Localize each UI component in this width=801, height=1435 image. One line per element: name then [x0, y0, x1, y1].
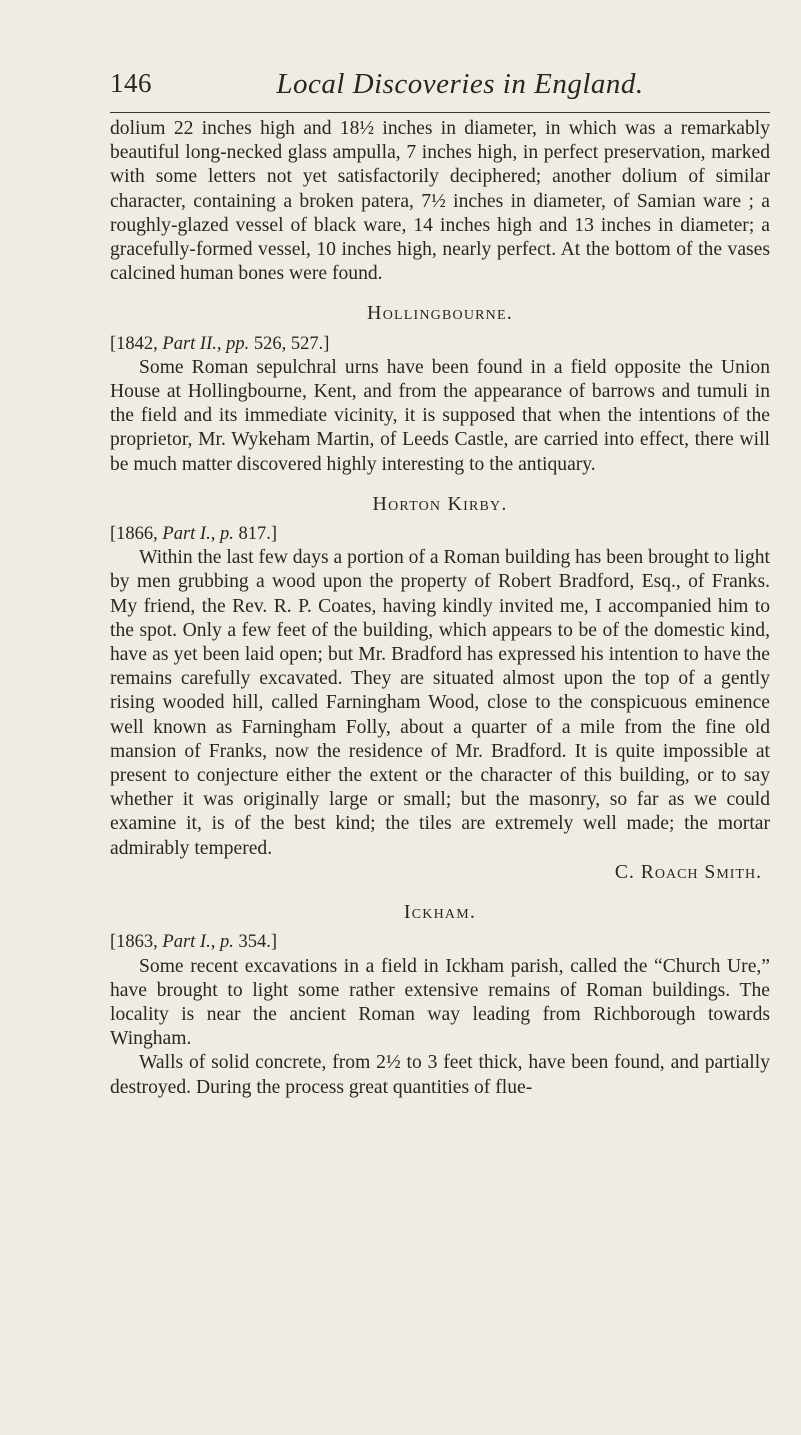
- reference-part: Part I., p.: [162, 524, 234, 545]
- section-heading: Hollingbourne.: [367, 302, 513, 325]
- section-ickham: [110, 900, 770, 1100]
- section-paragraph: Some recent excavations in a field in Ickham parish, called the “Church Ure,” have brought to light some rather extensive remains of Roman buildings. The locality is near the ancient Roman way leading from Richborough towards Wingham.: [110, 955, 770, 1050]
- reference-pages: 526, 527.]: [249, 333, 330, 354]
- header-rule: [110, 112, 770, 113]
- section-hollingbourne: [110, 301, 770, 476]
- reference-pages: 354.]: [233, 932, 278, 953]
- page-number: 146: [110, 68, 152, 98]
- running-title: Local Discoveries in England.: [276, 68, 644, 100]
- section-heading: Horton Kirby.: [372, 492, 508, 515]
- reference-year: [1866,: [110, 524, 163, 545]
- signature: C. Roach Smith.: [614, 861, 762, 883]
- section-paragraph: Some Roman sepulchral urns have been found in a field opposite the Union House at Hollingbourne, Kent, and from the appearance of barrows and tumuli in the field and its immediate vicinity, it is supposed that when the intentions of the proprietor, Mr. Wykeham Martin, of Leeds Castle, are carried into effect, there will be much matter discovered highly interesting to the antiquary.: [110, 356, 770, 475]
- reference-part: Part II., pp.: [162, 333, 250, 354]
- intro-paragraph: dolium 22 inches high and 18½ inches in diameter, in which was a remarkably beautiful long-necked glass ampulla, 7 inches high, in perfect preservation, marked with some letters not yet satisfactorily deciphered; another dolium of similar character, containing a broken patera, 7½ inches in diameter, of Samian ware ; a roughly-glazed vessel of black ware, 14 inches high and 13 inches in diameter; a gracefully-formed vessel, 10 inches high, nearly perfect. At the bottom of the vases calcined human bones were found.: [110, 118, 770, 285]
- section-heading: Ickham.: [403, 901, 477, 924]
- reference-pages: 817.]: [233, 524, 278, 545]
- section-reference: [110, 930, 770, 954]
- section-reference: [110, 332, 770, 356]
- reference-year: [1863,: [110, 932, 163, 953]
- section-horton-kirby: [110, 492, 770, 885]
- section-reference: [110, 522, 770, 546]
- reference-part: Part I., p.: [162, 932, 234, 953]
- section-paragraph: Within the last few days a portion of a Roman building has been brought to light by men grubbing a wood upon the property of Robert Bradford, Esq., of Franks. My friend, the Rev. R. P. Coates, having kindly invited me, I accompanied him to the spot. Only a few feet of the building, which appears to be of the domestic kind, have as yet been laid open; but Mr. Bradford has expressed his intention to have the remains carefully excavated. They are situated almost upon the top of a gently rising wooded hill, called Farningham Wood, close to the conspicuous eminence well known as Farningham Folly, about a quarter of a mile from the fine old mansion of Franks, now the residence of Mr. Bradford. It is quite impossible at present to conjecture either the extent or the character of this building, or to say whether it was originally large or small; but the masonry, so far as we could examine it, is of the best kind; the tiles are extremely well made; the mortar admirably tempered.: [110, 547, 770, 859]
- reference-year: [1842,: [110, 333, 163, 354]
- body-text: [110, 117, 770, 1100]
- section-paragraph: Walls of solid concrete, from 2½ to 3 feet thick, have been found, and partially destroyed. During the process great quantities of flue-: [110, 1052, 770, 1098]
- page-header: [110, 68, 770, 108]
